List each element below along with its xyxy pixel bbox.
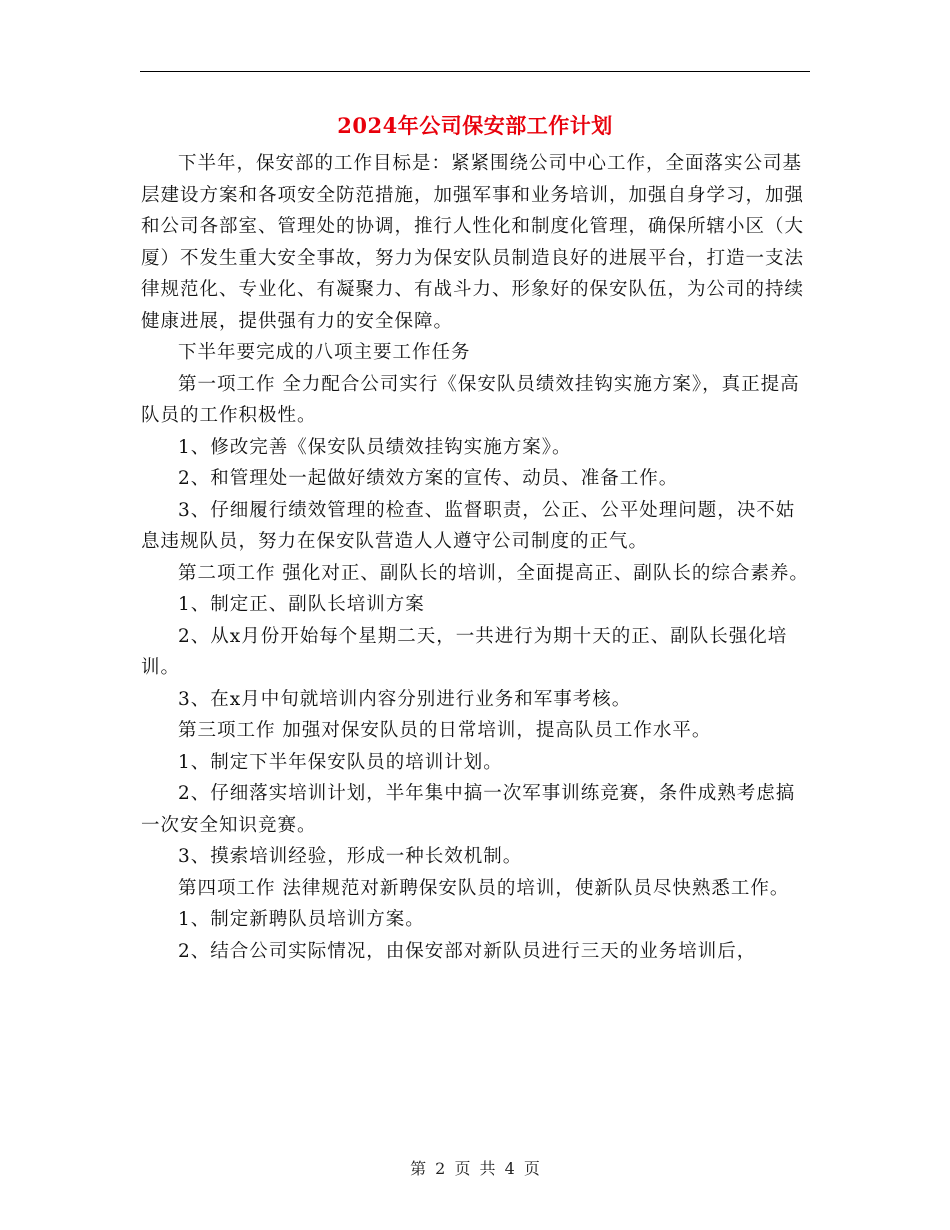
paragraph: 2、和管理处一起做好绩效方案的宣传、动员、准备工作。: [178, 468, 679, 489]
page-footer: 第 2 页 共 4 页: [410, 1159, 540, 1178]
document-body: [141, 148, 811, 967]
paragraph: 3、仔细履行绩效管理的检查、监督职责，公正、公平处理问题，决不姑息违规队员，努力在保安队营造人人遵守公司制度的正气。: [141, 499, 796, 552]
paragraph: 1、修改完善《保安队员绩效挂钩实施方案》。: [178, 436, 572, 458]
paragraph: 2、结合公司实际情况，由保安部对新队员进行三天的业务培训后，: [178, 940, 757, 962]
paragraph: 第二项工作 强化对正、副队长的培训，全面提高正、副队长的综合素养。: [178, 562, 809, 584]
paragraph: 2、仔细落实培训计划，半年集中搞一次军事训练竞赛，条件成熟考虑搞一次安全知识竞赛。: [141, 783, 796, 836]
paragraph: 3、在x月中旬就培训内容分别进行业务和军事考核。: [178, 688, 632, 710]
paragraph: 1、制定新聘队员培训方案。: [178, 909, 425, 930]
header-rule: [140, 71, 810, 72]
paragraph: 3、摸索培训经验，形成一种长效机制。: [178, 846, 523, 867]
paragraph: 下半年要完成的八项主要工作任务: [178, 342, 471, 363]
paragraph: 1、制定下半年保安队员的培训计划。: [178, 751, 503, 773]
paragraph: 第一项工作 全力配合公司实行《保安队员绩效挂钩实施方案》，真正提高队员的工作积极性。: [141, 373, 800, 426]
paragraph: 2、从x月份开始每个星期二天，一共进行为期十天的正、副队长强化培训。: [141, 625, 788, 678]
document-title: 2024年公司保安部工作计划: [337, 113, 613, 138]
paragraph: 1、制定正、副队长培训方案: [178, 594, 425, 615]
paragraph: 第四项工作 法律规范对新聘保安队员的培训，使新队员尽快熟悉工作。: [178, 877, 790, 899]
paragraph: 下半年，保安部的工作目标是：紧紧围绕公司中心工作，全面落实公司基层建设方案和各项安全防范措施，加强军事和业务培训，加强自身学习，加强和公司各部室、管理处的协调，推行人性化和制度化管理，确保所辖小区（大厦）不发生重大安全事故，努力为保安队员制造良好的进展平台，打造一支法律规范化、专业化、有凝聚力、有战斗力、形象好的保安队伍，为公司的持续健康进展，提供强有力的安全保障。: [141, 153, 805, 332]
paragraph: 第三项工作 加强对保安队员的日常培训，提高队员工作水平。: [178, 720, 712, 741]
